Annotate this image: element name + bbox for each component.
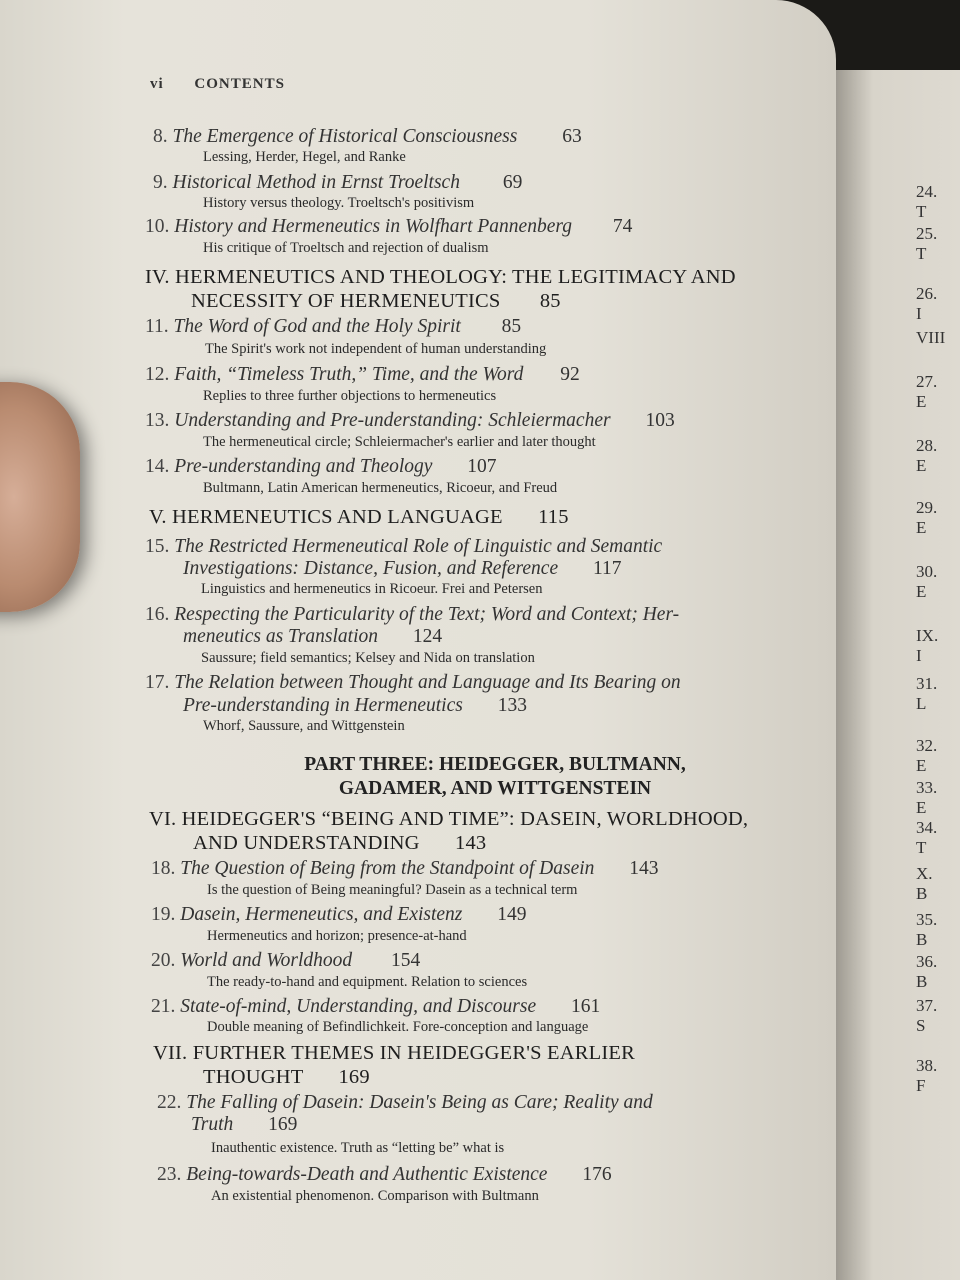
entry-number: 22. bbox=[157, 1092, 182, 1113]
entry-title: State-of-mind, Understanding, and Discourse bbox=[180, 996, 537, 1017]
toc-part-heading bbox=[193, 832, 486, 855]
entry-number: 12. bbox=[145, 364, 170, 385]
toc-part-heading: VI. HEIDEGGER'S “BEING AND TIME”: DASEIN, WORLDHOOD, bbox=[149, 808, 749, 830]
part-three-heading: GADAMER, AND WITTGENSTEIN bbox=[338, 778, 652, 799]
entry-title: Respecting the Particularity of the Text; Word and Context; Her- bbox=[174, 604, 680, 625]
entry-page: 69 bbox=[502, 172, 523, 193]
entry-title: Truth bbox=[191, 1114, 234, 1135]
fragment: 28. E bbox=[916, 436, 938, 475]
entry-title: History and Hermeneutics in Wolfhart Pannenberg bbox=[174, 216, 572, 237]
toc-entry-title bbox=[151, 904, 527, 926]
part-page: 143 bbox=[455, 832, 487, 854]
toc-entry-title bbox=[145, 316, 521, 338]
entry-number: 21. bbox=[151, 996, 176, 1017]
entry-title: Pre-understanding in Hermeneutics bbox=[183, 695, 463, 716]
entry-title: Being-towards-Death and Authentic Existence bbox=[186, 1164, 548, 1185]
toc-entry-title bbox=[157, 1164, 612, 1186]
toc-entry-subtitle: Is the question of Being meaningful? Dasein as a technical term bbox=[207, 882, 578, 898]
entry-title: Dasein, Hermeneutics, and Existenz bbox=[180, 904, 463, 925]
fragment: 35. B bbox=[916, 910, 938, 949]
part-title: AND UNDERSTANDING bbox=[193, 832, 420, 854]
toc-entry-title bbox=[153, 126, 582, 148]
toc-entry-title bbox=[145, 456, 497, 478]
entry-number: 17. bbox=[145, 672, 170, 693]
toc-entry-title-cont bbox=[183, 558, 622, 580]
entry-page: 161 bbox=[570, 996, 601, 1017]
entry-page: 149 bbox=[497, 904, 527, 925]
fragment: 31. L bbox=[916, 674, 938, 713]
toc-entry-subtitle: Hermeneutics and horizon; presence-at-hand bbox=[207, 928, 467, 944]
entry-page: 176 bbox=[582, 1164, 612, 1185]
fragment: X. B bbox=[916, 864, 933, 903]
fragment: 38. F bbox=[916, 1056, 938, 1095]
toc-entry-title bbox=[151, 950, 420, 972]
fragment: 32. E bbox=[916, 736, 938, 775]
entry-page: 169 bbox=[268, 1114, 298, 1135]
entry-title: The Question of Being from the Standpoint of Dasein bbox=[180, 858, 595, 879]
running-header bbox=[150, 76, 285, 93]
toc-part-heading bbox=[191, 290, 561, 313]
toc-entry-title bbox=[145, 672, 681, 694]
toc-entry-subtitle: Bultmann, Latin American hermeneutics, Ricoeur, and Freud bbox=[203, 480, 558, 496]
entry-page: 154 bbox=[391, 950, 421, 971]
entry-title: Pre-understanding and Theology bbox=[174, 456, 433, 477]
part-title: V. HERMENEUTICS AND LANGUAGE bbox=[149, 506, 503, 528]
toc-entry-subtitle: Whorf, Saussure, and Wittgenstein bbox=[203, 718, 405, 734]
entry-title: Historical Method in Ernst Troeltsch bbox=[172, 172, 460, 193]
fragment: 29. E bbox=[916, 498, 938, 537]
entry-page: 133 bbox=[497, 695, 527, 716]
entry-title: meneutics as Translation bbox=[183, 626, 379, 647]
toc-entry-title bbox=[145, 536, 662, 558]
toc-entry-subtitle: His critique of Troeltsch and rejection of dualism bbox=[203, 240, 489, 256]
right-page bbox=[836, 70, 960, 1280]
entry-number: 23. bbox=[157, 1164, 182, 1185]
toc-entry-subtitle: Linguistics and hermeneutics in Ricoeur. Frei and Petersen bbox=[201, 581, 543, 597]
entry-number: 14. bbox=[145, 456, 170, 477]
entry-title: Investigations: Distance, Fusion, and Reference bbox=[183, 558, 559, 579]
entry-title: The Emergence of Historical Consciousness bbox=[172, 126, 518, 147]
fragment: 36. B bbox=[916, 952, 938, 991]
toc-entry-subtitle: Saussure; field semantics; Kelsey and Nida on translation bbox=[201, 650, 535, 666]
toc-entry-subtitle: Inauthentic existence. Truth as “letting be” what is bbox=[211, 1140, 505, 1156]
toc-entry-subtitle: Lessing, Herder, Hegel, and Ranke bbox=[203, 149, 406, 165]
entry-page: 85 bbox=[501, 316, 522, 337]
entry-page: 143 bbox=[629, 858, 659, 879]
entry-page: 117 bbox=[592, 558, 622, 579]
entry-number: 13. bbox=[145, 410, 170, 431]
entry-number: 11. bbox=[145, 316, 169, 337]
toc-entry-title bbox=[145, 216, 632, 238]
toc-entry-title bbox=[145, 410, 675, 432]
entry-page: 107 bbox=[467, 456, 497, 477]
fragment: 34. T bbox=[916, 818, 938, 857]
fragment: VIII bbox=[916, 328, 946, 347]
toc-entry-subtitle: An existential phenomenon. Comparison with Bultmann bbox=[211, 1188, 539, 1204]
fragment: IX. I bbox=[916, 626, 939, 665]
header-title: CONTENTS bbox=[194, 76, 285, 92]
fragment: 37. S bbox=[916, 996, 938, 1035]
fragment: 25. T bbox=[916, 224, 938, 263]
toc-part-heading bbox=[203, 1066, 370, 1089]
entry-title: Understanding and Pre-understanding: Schleiermacher bbox=[174, 410, 611, 431]
toc-entry-subtitle: Double meaning of Befindlichkeit. Fore-conception and language bbox=[207, 1019, 589, 1035]
entry-number: 19. bbox=[151, 904, 176, 925]
entry-page: 124 bbox=[412, 626, 443, 647]
entry-number: 10. bbox=[145, 216, 170, 237]
toc-part-heading: VII. FURTHER THEMES IN HEIDEGGER'S EARLIER bbox=[153, 1042, 635, 1064]
part-page: 85 bbox=[539, 290, 561, 312]
entry-number: 9. bbox=[153, 172, 168, 193]
toc-entry-subtitle: The Spirit's work not independent of human understanding bbox=[205, 341, 547, 357]
toc-entry-subtitle: Replies to three further objections to hermeneutics bbox=[203, 388, 497, 404]
entry-title: The Word of God and the Holy Spirit bbox=[173, 316, 461, 337]
toc-entry-title bbox=[145, 604, 679, 626]
part-three-heading: PART THREE: HEIDEGGER, BULTMANN, bbox=[304, 754, 686, 775]
toc-entry-title bbox=[153, 172, 522, 194]
entry-title: Faith, “Timeless Truth,” Time, and the Word bbox=[174, 364, 524, 385]
entry-title: World and Worldhood bbox=[180, 950, 353, 971]
part-page: 169 bbox=[338, 1066, 370, 1088]
toc-entry-title bbox=[151, 858, 659, 880]
fragment: 33. E bbox=[916, 778, 938, 817]
part-page: 115 bbox=[538, 506, 569, 528]
toc-entry-title-cont bbox=[183, 695, 527, 717]
part-title: NECESSITY OF HERMENEUTICS bbox=[191, 290, 501, 312]
entry-page: 92 bbox=[560, 364, 580, 385]
fragment: 24. T bbox=[916, 182, 938, 221]
toc-entry-subtitle: History versus theology. Troeltsch's positivism bbox=[203, 195, 475, 211]
entry-title: The Relation between Thought and Language and Its Bearing on bbox=[174, 672, 681, 693]
fragment: 27. E bbox=[916, 372, 938, 411]
toc-entry-subtitle: The hermeneutical circle; Schleiermacher's earlier and later thought bbox=[203, 434, 596, 450]
entry-page: 63 bbox=[562, 126, 582, 147]
header-page-number: vi bbox=[150, 76, 164, 92]
entry-page: 103 bbox=[645, 410, 675, 431]
toc-entry-title-cont bbox=[183, 626, 442, 648]
fragment: 26. I bbox=[916, 284, 938, 323]
thumb bbox=[0, 382, 80, 612]
part-title: THOUGHT bbox=[203, 1066, 304, 1088]
entry-title: The Restricted Hermeneutical Role of Linguistic and Semantic bbox=[174, 536, 663, 557]
toc-entry-title-cont bbox=[191, 1114, 297, 1136]
toc-part-heading: IV. HERMENEUTICS AND THEOLOGY: THE LEGITIMACY AND bbox=[145, 266, 736, 288]
entry-number: 8. bbox=[153, 126, 168, 147]
entry-number: 15. bbox=[145, 536, 170, 557]
toc-entry-title bbox=[151, 996, 600, 1018]
fragment: 30. E bbox=[916, 562, 938, 601]
toc-entry-title bbox=[145, 364, 580, 386]
entry-title: The Falling of Dasein: Dasein's Being as Care; Reality and bbox=[186, 1092, 653, 1113]
toc-part-heading bbox=[149, 506, 569, 529]
entry-number: 20. bbox=[151, 950, 176, 971]
toc-entry-subtitle: The ready-to-hand and equipment. Relation to sciences bbox=[207, 974, 528, 990]
entry-number: 16. bbox=[145, 604, 170, 625]
entry-number: 18. bbox=[151, 858, 176, 879]
toc-entry-title bbox=[157, 1092, 653, 1114]
entry-page: 74 bbox=[612, 216, 633, 237]
